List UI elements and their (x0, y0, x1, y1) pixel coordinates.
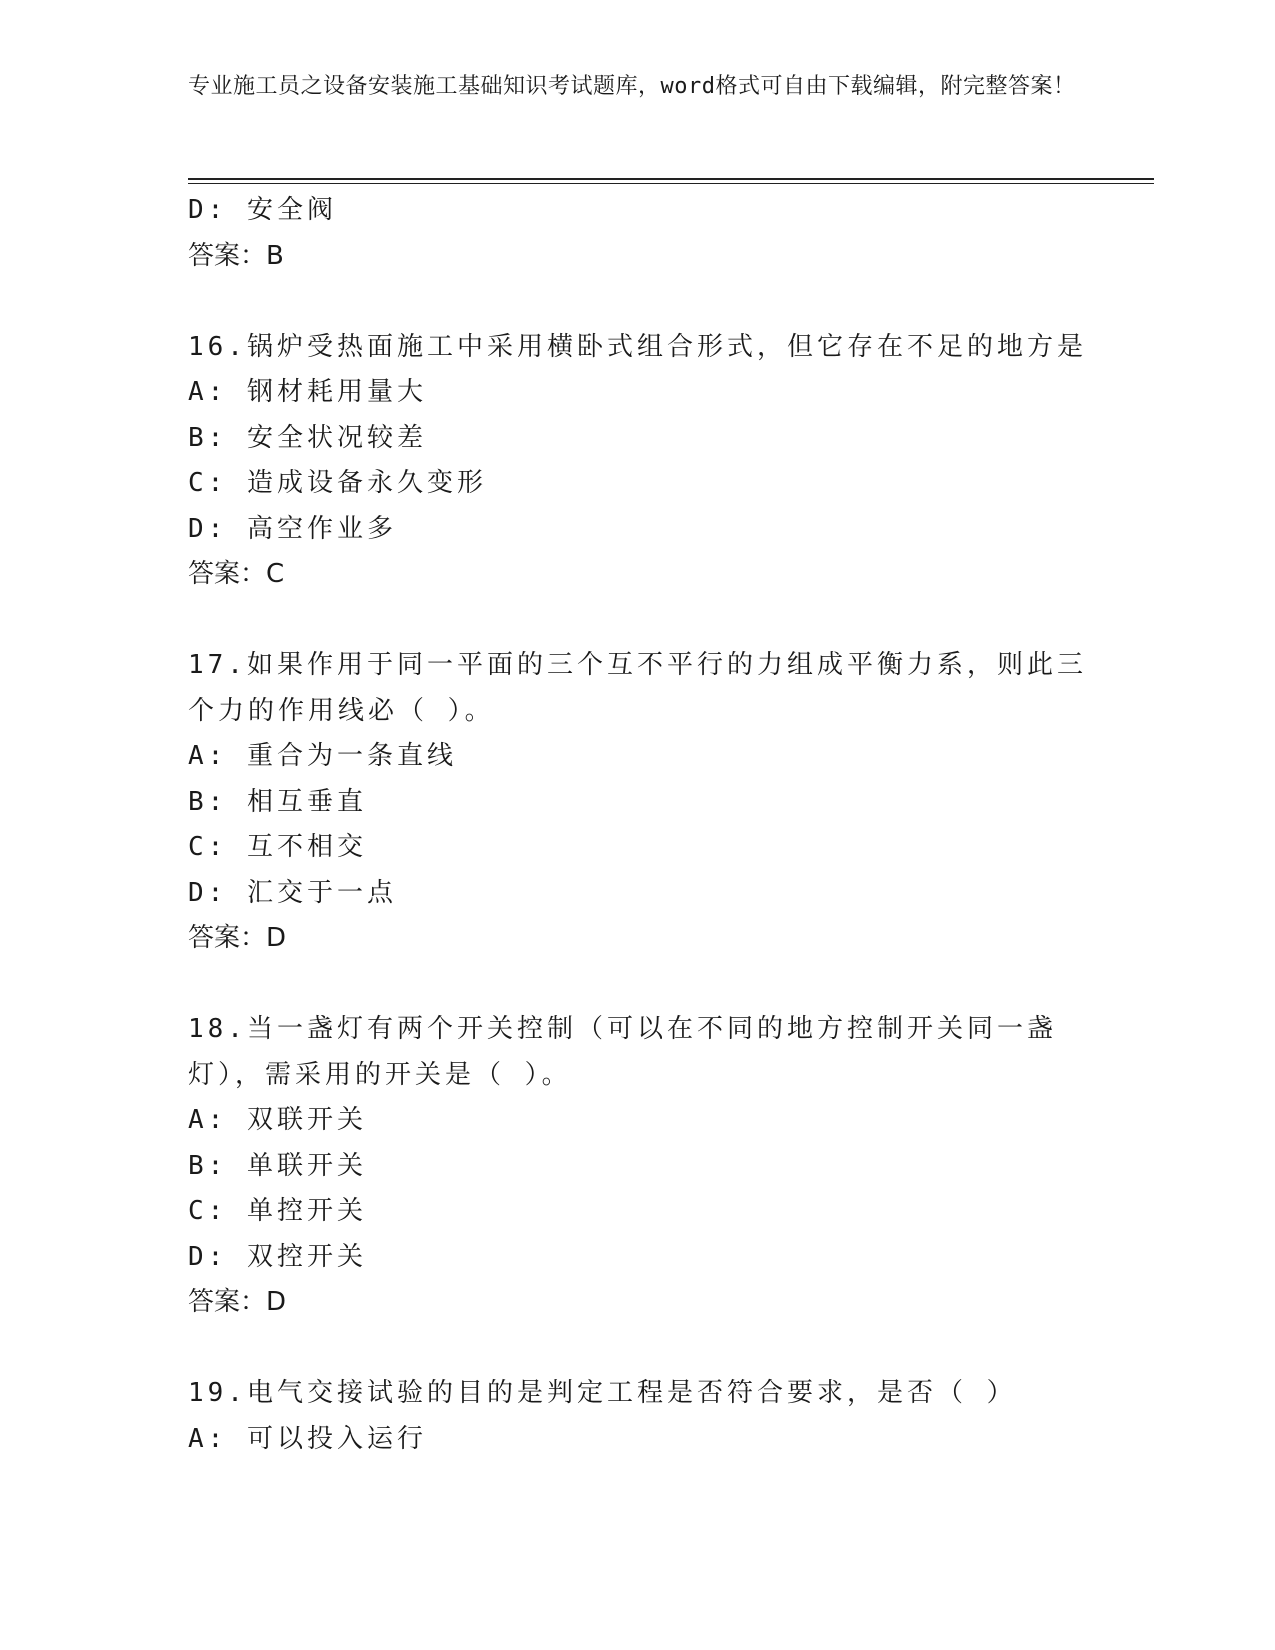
header-rule-thick (188, 178, 1154, 180)
option-a: A: 钢材耗用量大 (188, 377, 427, 407)
question-stem: 19.电气交接试验的目的是判定工程是否符合要求，是否（ ） (188, 1378, 1017, 1408)
answer: 答案：C (188, 559, 285, 589)
option-b: B: 相互垂直 (188, 786, 367, 817)
question-stem: 16.锅炉受热面施工中采用横卧式组合形式，但它存在不足的地方是 (188, 331, 1087, 362)
question-list (188, 188, 1088, 1462)
option-c: C: 互不相交 (188, 832, 367, 862)
answer: 答案：B (188, 240, 284, 271)
question-stem: 17.如果作用于同一平面的三个互不平行的力组成平衡力系，则此三个力的作用线必（ ）。 (188, 650, 1087, 726)
option-a: A: 重合为一条直线 (188, 741, 457, 771)
document-header: 专业施工员之设备安装施工基础知识考试题库，word格式可自由下载编辑，附完整答案！ (188, 74, 1076, 99)
answer: 答案：D (188, 1287, 287, 1317)
question-18 (188, 1007, 1088, 1326)
header-rule-thin (188, 183, 1154, 184)
option-b: B: 安全状况较差 (188, 422, 427, 453)
answer: 答案：D (188, 923, 287, 953)
option-d: D: 高空作业多 (188, 513, 397, 544)
option-d: D: 汇交于一点 (188, 877, 397, 908)
question-19 (188, 1371, 1088, 1462)
option-c: C: 造成设备永久变形 (188, 468, 487, 498)
question-17 (188, 643, 1088, 962)
option-d: D: 安全阀 (188, 195, 337, 225)
option-a: A: 双联开关 (188, 1105, 367, 1135)
question-stem: 18.当一盏灯有两个开关控制（可以在不同的地方控制开关同一盏灯），需采用的开关是（ ）。 (188, 1014, 1057, 1090)
question-16 (188, 325, 1088, 598)
option-a: A: 可以投入运行 (188, 1423, 427, 1454)
option-b: B: 单联开关 (188, 1150, 367, 1181)
option-c: C: 单控开关 (188, 1196, 367, 1226)
option-d: D: 双控开关 (188, 1241, 367, 1272)
